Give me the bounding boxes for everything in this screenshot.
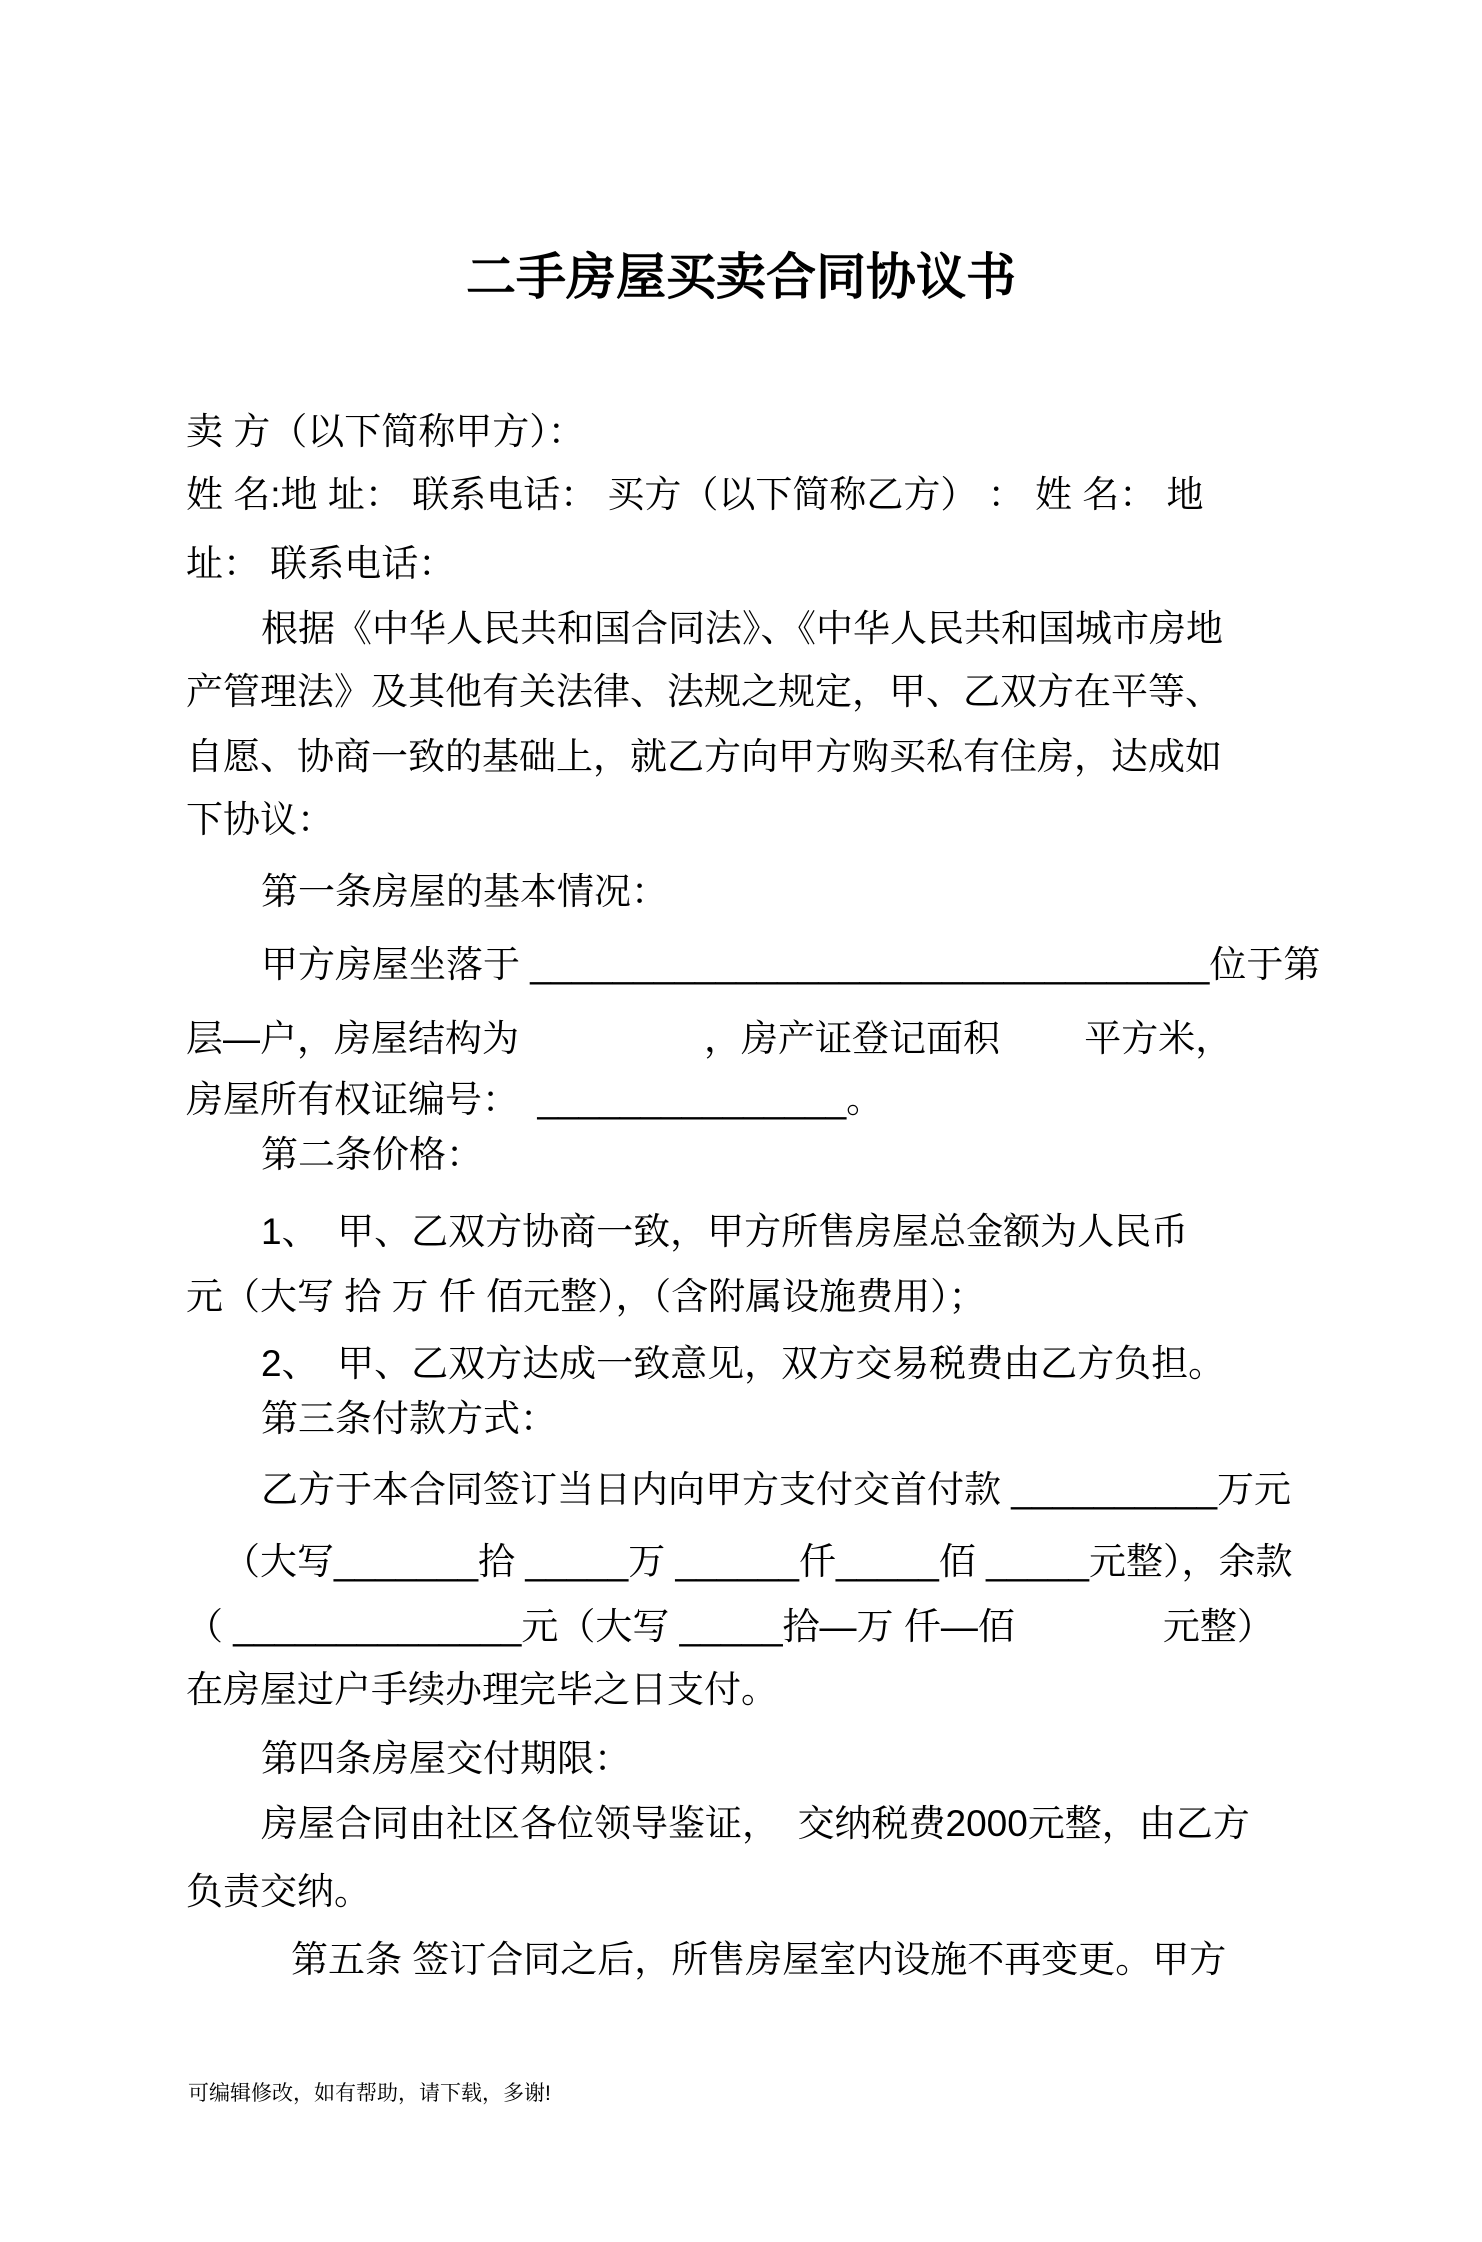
footer-note: 可编辑修改，如有帮助，请下载，多谢! <box>188 2082 551 2105</box>
text-line: 元（大写 拾 万 仟 佰元整），（含附属设施费用）； <box>186 1276 986 1317</box>
text-line: 层—户，房屋结构为 ，房产证登记面积 平方米， <box>186 1018 1233 1059</box>
text-line: 第四条房屋交付期限： <box>261 1738 631 1779</box>
text-line: 2、 甲、乙双方达成一致意见，双方交易税费由乙方负担。 <box>261 1343 1226 1384</box>
text-line: 房屋合同由社区各位领导鉴证， 交纳税费2000元整，由乙方 <box>261 1803 1250 1844</box>
text-line: 产管理法》及其他有关法律、法规之规定，甲、乙双方在平等、 <box>186 671 1222 712</box>
text-line: 第二条价格： <box>261 1134 483 1175</box>
text-line: （ ______________元（大写 _____拾—万 仟—佰 元整） <box>186 1606 1274 1647</box>
text-line: 第一条房屋的基本情况： <box>261 871 668 912</box>
text-line: 乙方于本合同签订当日内向甲方支付交首付款 __________万元 <box>261 1469 1292 1510</box>
document-title: 二手房屋买卖合同协议书 <box>466 249 1016 305</box>
text-line: 自愿、协商一致的基础上，就乙方向甲方购买私有住房，达成如 <box>186 736 1222 777</box>
text-line: 房屋所有权证编号： _______________。 <box>186 1079 884 1120</box>
text-line: 第三条付款方式： <box>261 1398 557 1439</box>
text-line: 第五条 签订合同之后，所售房屋室内设施不再变更。甲方 <box>291 1939 1227 1980</box>
text-line: 在房屋过户手续办理完毕之日支付。 <box>186 1669 778 1710</box>
text-line: 卖 方（以下简称甲方）： <box>186 411 585 452</box>
text-line: 甲方房屋坐落于 _________________________________位于第 <box>261 944 1321 985</box>
text-line: 负责交纳。 <box>186 1871 371 1912</box>
text-line: 址： 联系电话： <box>186 543 456 584</box>
text-line: 根据《中华人民共和国合同法》、《中华人民共和国城市房地 <box>261 608 1223 649</box>
text-line: 1、 甲、乙双方协商一致，甲方所售房屋总金额为人民币 <box>261 1211 1189 1252</box>
text-line: 姓 名:地 址： 联系电话： 买方（以下简称乙方） ： 姓 名： 地 <box>186 474 1204 515</box>
text-line: （大写_______拾 _____万 ______仟_____佰 _____元整），余款 <box>223 1541 1293 1582</box>
text-line: 下协议： <box>186 799 334 840</box>
